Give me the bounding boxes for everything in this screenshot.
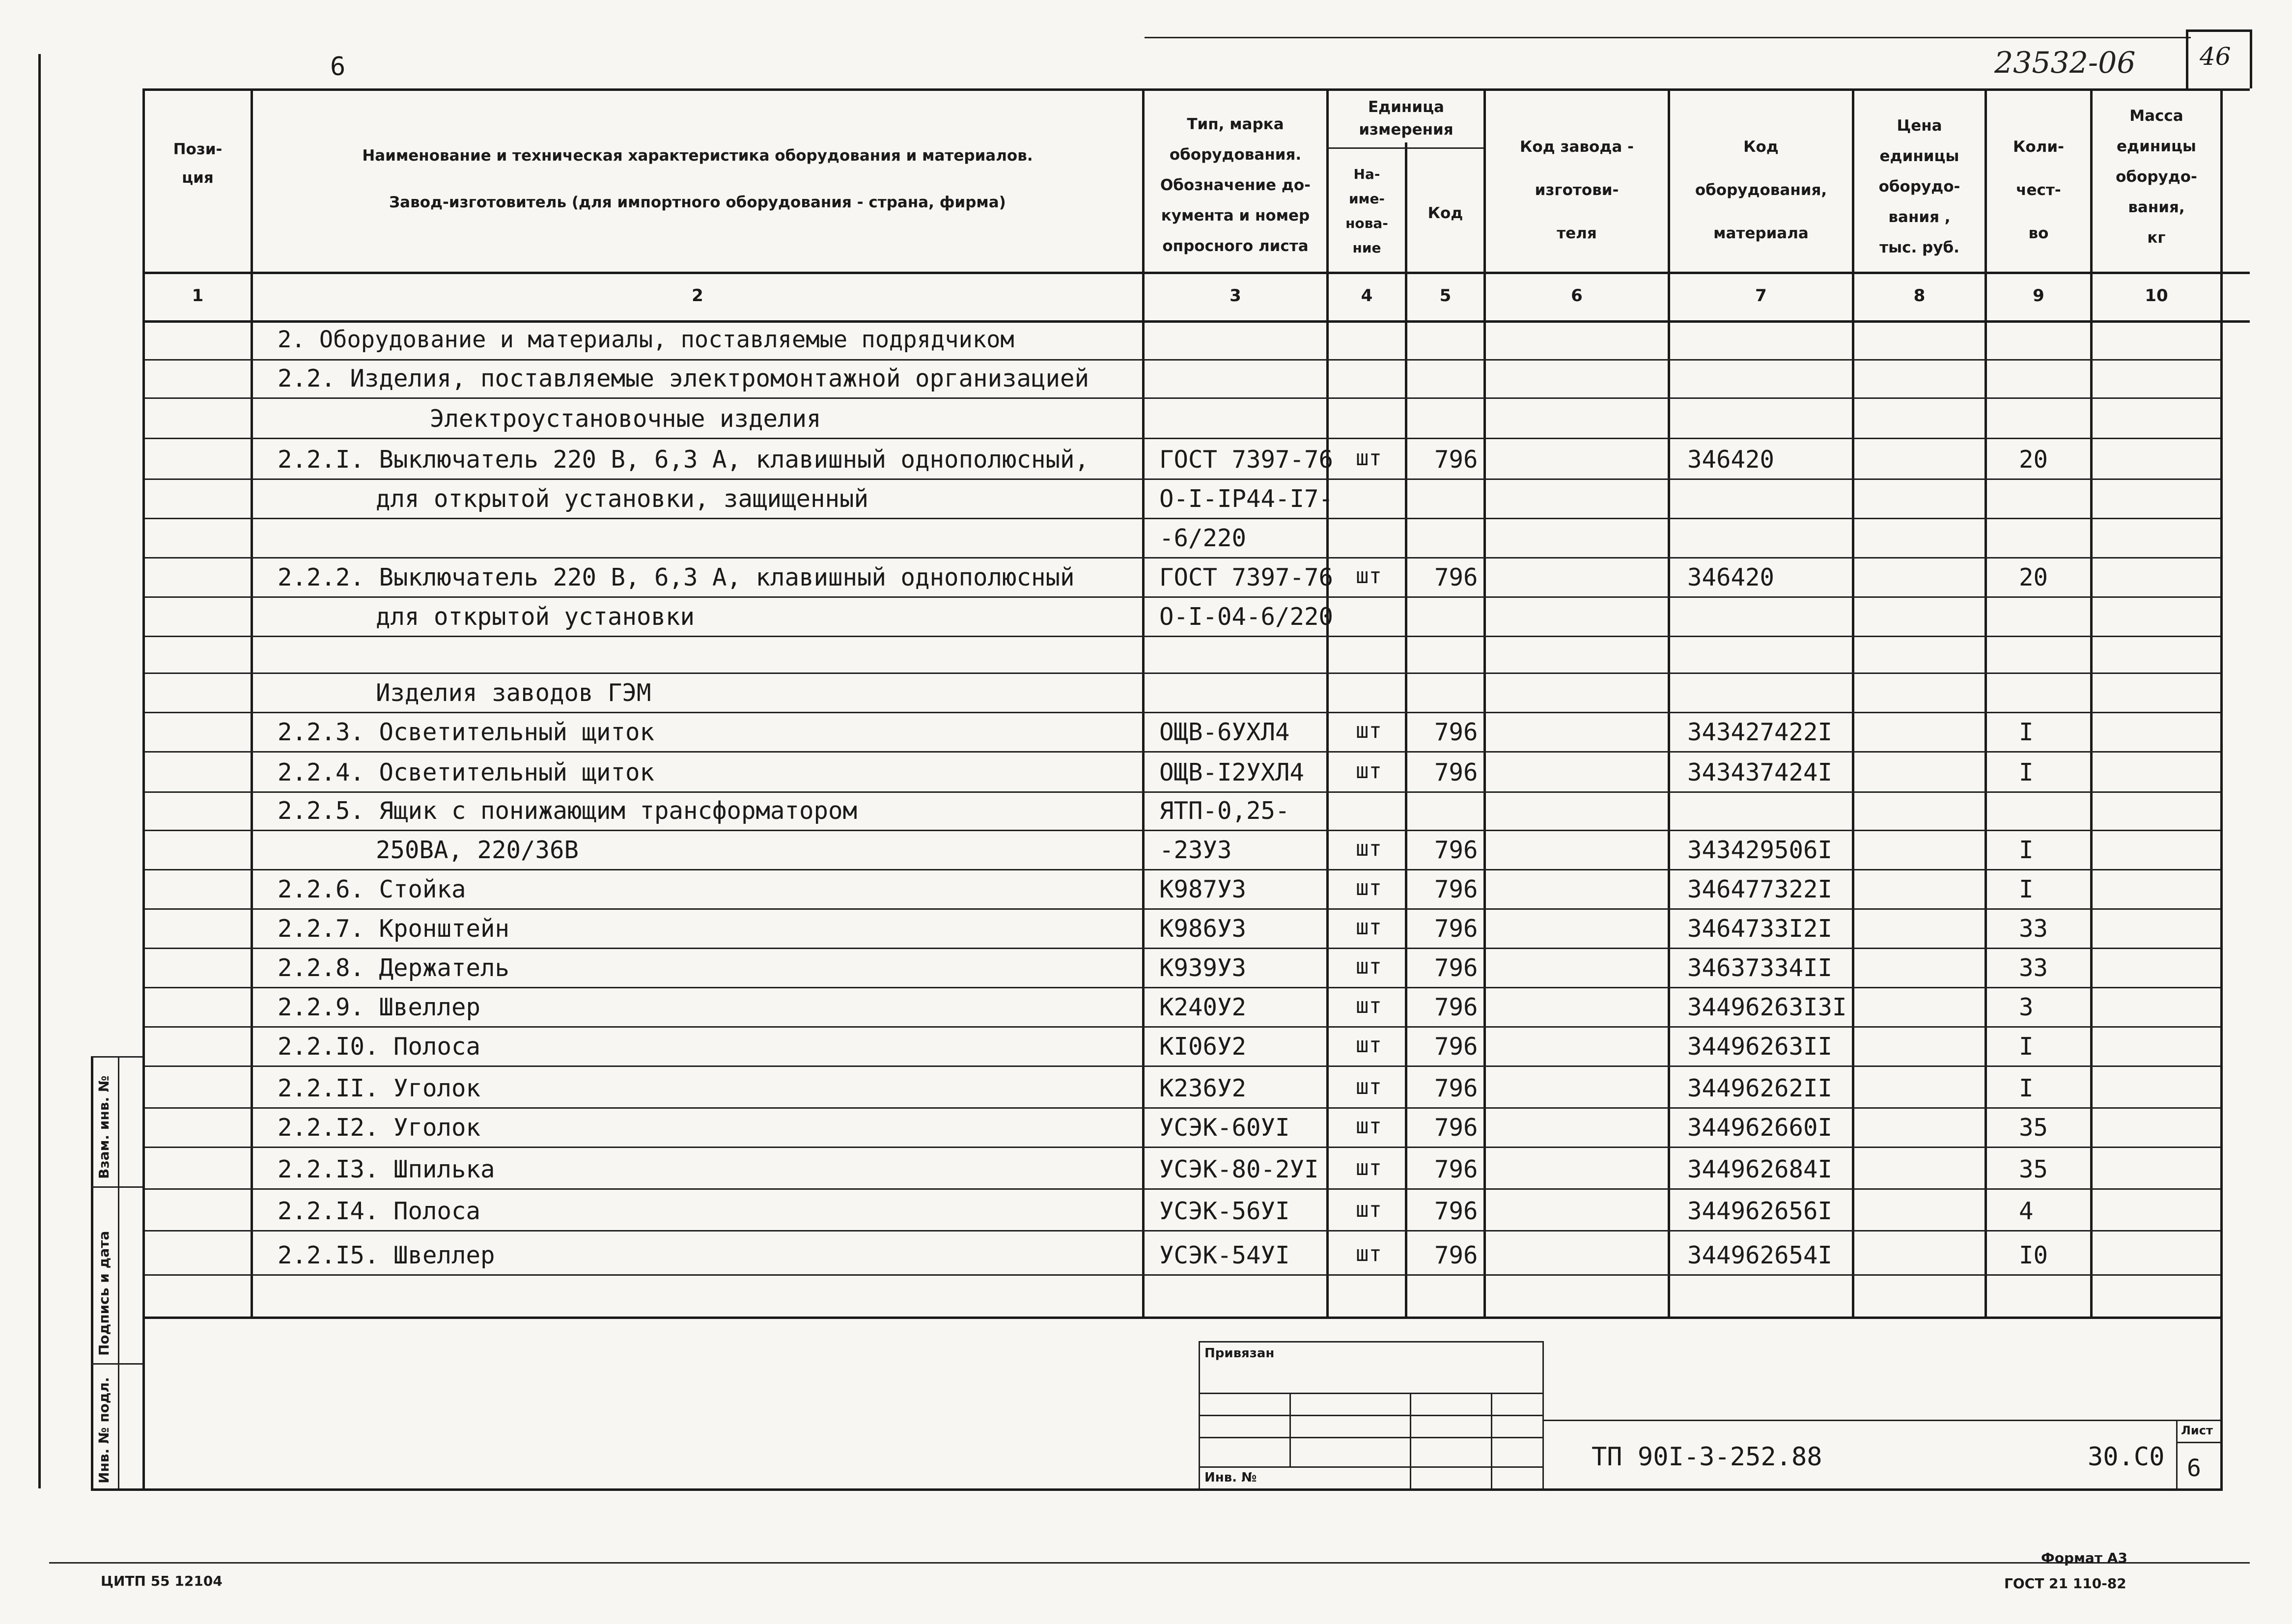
stamp-col-2 (1410, 1393, 1411, 1488)
item-material-code: 346420 (1687, 446, 1775, 474)
item-type: -23У3 (1159, 836, 1232, 864)
footer-line (49, 1562, 2250, 1564)
item-unit: шт (1356, 875, 1382, 900)
row-separator (145, 751, 2220, 753)
item-unit-code: 796 (1434, 1114, 1478, 1142)
table-right-border (2220, 88, 2223, 1488)
header-quantity: Коли- чест- во (2013, 138, 2064, 242)
header-factory-code: Код завода - изготови- теля (1520, 138, 1634, 242)
row-separator (145, 438, 2220, 439)
side-stamp-inner (118, 1056, 119, 1488)
item-name: 2. Оборудование и материалы, поставляемые подрядчиком (278, 326, 1014, 353)
item-name: 2.2.I0. Полоса (278, 1033, 481, 1061)
item-name: Электроустановочные изделия (430, 405, 821, 433)
sheet-index: 46 (2200, 42, 2231, 71)
unit-header-divider (1326, 147, 1483, 149)
header-name: Наименование и техническая характеристика оборудования и материалов. Завод-изготовитель (для импортного оборудования - страна, фирма) (362, 147, 1033, 211)
col-number-8: 8 (1913, 286, 1926, 306)
item-unit: шт (1356, 993, 1382, 1018)
item-name: 2.2.6. Стойка (278, 875, 466, 903)
item-unit: шт (1356, 954, 1382, 979)
item-quantity: I (2019, 836, 2034, 864)
item-unit-code: 796 (1434, 563, 1478, 591)
item-material-code: 344962684I (1687, 1155, 1833, 1183)
item-name: 2.2.I4. Полоса (278, 1197, 481, 1225)
row-separator (145, 478, 2220, 480)
item-unit: шт (1356, 758, 1382, 784)
page-number: 6 (330, 52, 346, 82)
item-material-code: 343437424I (1687, 758, 1833, 786)
header-unit-code: Код (1427, 204, 1463, 222)
col-sep-8 (1985, 88, 1987, 1316)
item-material-code: 34496262II (1687, 1074, 1833, 1102)
item-type: УСЭК-54УI (1159, 1241, 1290, 1269)
list-box-divider (2176, 1442, 2220, 1443)
item-unit-code: 796 (1434, 446, 1478, 474)
item-material-code: 344962660I (1687, 1114, 1833, 1142)
item-quantity: 33 (2019, 915, 2048, 943)
item-material-code: 3464733I2I (1687, 915, 1833, 943)
col-number-9: 9 (2033, 286, 2044, 306)
header-type: Тип, марка оборудования. Обозначение до- кумента и номер опросного листа (1160, 115, 1311, 255)
footer-left: ЦИТП 55 12104 (101, 1573, 223, 1589)
item-unit-code: 796 (1434, 758, 1478, 786)
row-separator (145, 397, 2220, 399)
item-name: 250ВА, 220/36В (376, 836, 579, 864)
header-unit-name: На- име- нова- ние (1345, 166, 1388, 256)
item-name: 2.2.I. Выключатель 220 В, 6,3 А, клавишный однополюсный, (278, 446, 1090, 474)
col-number-2: 2 (692, 286, 703, 306)
side-label-inv-original: Инв. № подл. (96, 1377, 112, 1484)
row-separator (145, 1107, 2220, 1109)
item-name: 2.2.9. Швеллер (278, 993, 481, 1021)
row-separator (145, 791, 2220, 793)
item-type: ГОСТ 7397-76 (1159, 446, 1334, 474)
item-material-code: 34637334II (1687, 954, 1833, 982)
item-type: ОЩВ-6УХЛ4 (1159, 718, 1290, 746)
item-quantity: 35 (2019, 1114, 2048, 1142)
side-stamp-sep-2 (91, 1363, 142, 1365)
item-name: 2.2.2. Выключатель 220 В, 6,3 А, клавишный однополюсный (278, 563, 1075, 591)
item-name: 2.2. Изделия, поставляемые электромонтажной организацией (278, 364, 1090, 392)
col-number-10: 10 (2145, 286, 2168, 306)
title-block-top (1542, 1420, 2220, 1421)
col-number-5: 5 (1439, 286, 1452, 306)
item-name: 2.2.I2. Уголок (278, 1114, 481, 1142)
row-separator (145, 596, 2220, 598)
item-name: 2.2.7. Кронштейн (278, 915, 510, 943)
item-type: УСЭК-56УI (1159, 1197, 1290, 1225)
row-separator (145, 1065, 2220, 1067)
item-quantity: I (2019, 875, 2034, 903)
stamp-left (1199, 1341, 1200, 1488)
top-frame-line (1145, 37, 2191, 38)
item-unit: шт (1356, 1241, 1382, 1266)
item-unit: шт (1356, 718, 1382, 743)
footer-gost: ГОСТ 21 110-82 (2004, 1575, 2126, 1592)
header-mass: Масса единицы оборудо- вания, кг (2116, 107, 2197, 247)
item-type: ОЩВ-I2УХЛ4 (1159, 758, 1305, 786)
col-sep-5 (1483, 88, 1486, 1316)
item-name: для открытой установки (376, 603, 695, 631)
table-top-border (142, 88, 2250, 91)
row-separator (145, 672, 2220, 674)
row-separator (145, 1230, 2220, 1232)
item-material-code: 343427422I (1687, 718, 1833, 746)
item-unit-code: 796 (1434, 1033, 1478, 1061)
item-name: Изделия заводов ГЭМ (376, 679, 651, 707)
row-separator (145, 1147, 2220, 1148)
item-unit-code: 796 (1434, 1155, 1478, 1183)
document-code: 23532-06 (1994, 46, 2136, 80)
header-material-code: Код оборудования, материала (1695, 138, 1827, 242)
item-type: О-I-04-6/220 (1159, 603, 1334, 631)
item-type: О-I-IP44-I7- (1159, 485, 1334, 513)
item-unit: шт (1356, 1114, 1382, 1139)
item-name: 2.2.5. Ящик с понижающим трансформатором (278, 797, 858, 825)
col-sep-6 (1668, 88, 1670, 1316)
item-type: ЯТП-0,25- (1159, 797, 1290, 825)
item-unit-code: 796 (1434, 1197, 1478, 1225)
row-separator (145, 987, 2220, 988)
item-material-code: 34496263II (1687, 1033, 1833, 1061)
row-separator (145, 1026, 2220, 1028)
item-quantity: I (2019, 1033, 2034, 1061)
item-type: УСЭК-80-2УI (1159, 1155, 1319, 1183)
item-type: К986У3 (1159, 915, 1247, 943)
item-unit-code: 796 (1434, 875, 1478, 903)
footer-format: Формат А3 (2041, 1550, 2127, 1566)
item-material-code: 346420 (1687, 563, 1775, 591)
list-value: 6 (2187, 1455, 2201, 1482)
item-quantity: 20 (2019, 446, 2048, 474)
corner-box-top (2186, 29, 2252, 32)
item-material-code: 343429506I (1687, 836, 1833, 864)
project-suffix: 30.С0 (2088, 1442, 2165, 1472)
item-name: 2.2.I3. Шпилька (278, 1155, 495, 1183)
item-type: КI06У2 (1159, 1033, 1247, 1061)
item-type: -6/220 (1159, 524, 1247, 552)
row-separator (145, 557, 2220, 559)
frame-bottom-border (91, 1488, 2223, 1491)
item-type: К236У2 (1159, 1074, 1247, 1102)
item-quantity: 33 (2019, 954, 2048, 982)
item-material-code: 344962654I (1687, 1241, 1833, 1269)
row-separator (145, 712, 2220, 713)
col-sep-4 (1405, 142, 1407, 1316)
item-unit-code: 796 (1434, 1074, 1478, 1102)
row-separator (145, 1274, 2220, 1276)
item-unit: шт (1356, 836, 1382, 861)
row-separator (145, 908, 2220, 910)
stamp-right (1542, 1341, 1544, 1488)
stamp-col-3 (1491, 1393, 1492, 1488)
item-quantity: 3 (2019, 993, 2034, 1021)
col-number-6: 6 (1571, 286, 1583, 306)
header-bottom-border (142, 272, 2250, 274)
header-unit: Единица измерения (1359, 98, 1453, 139)
header-price: Цена единицы оборудо- вания , тыс. руб. (1878, 117, 1960, 256)
item-material-code: 34496263I3I (1687, 993, 1847, 1021)
col-number-3: 3 (1230, 286, 1241, 306)
row-separator (145, 869, 2220, 870)
item-unit: шт (1356, 1197, 1382, 1222)
item-name: 2.2.8. Держатель (278, 954, 510, 982)
row-separator (145, 1188, 2220, 1190)
item-unit: шт (1356, 1155, 1382, 1180)
item-quantity: I (2019, 758, 2034, 786)
col-number-1: 1 (192, 286, 204, 306)
item-unit: шт (1356, 446, 1382, 471)
col-sep-1 (251, 88, 253, 1316)
item-unit-code: 796 (1434, 915, 1478, 943)
item-unit-code: 796 (1434, 954, 1478, 982)
header-position: Пози- ция (173, 140, 223, 187)
item-name: для открытой установки, защищенный (376, 485, 869, 513)
list-box-left (2176, 1420, 2178, 1488)
item-unit: шт (1356, 563, 1382, 588)
row-separator (145, 948, 2220, 949)
stamp-col-1 (1289, 1393, 1291, 1466)
col-number-7: 7 (1755, 286, 1767, 306)
col-number-4: 4 (1361, 286, 1373, 306)
side-stamp-top (91, 1056, 142, 1058)
corner-box-left (2186, 29, 2188, 88)
side-label-replace-inv: Взам. инв. № (96, 1075, 112, 1179)
item-quantity: 4 (2019, 1197, 2034, 1225)
row-separator (145, 518, 2220, 519)
item-unit-code: 796 (1434, 836, 1478, 864)
item-name: 2.2.3. Осветительный щиток (278, 718, 655, 746)
item-quantity: I0 (2019, 1241, 2048, 1269)
row-separator (145, 636, 2220, 637)
item-unit: шт (1356, 1033, 1382, 1058)
item-unit: шт (1356, 1074, 1382, 1099)
left-margin-line (38, 54, 41, 1488)
item-unit-code: 796 (1434, 993, 1478, 1021)
item-quantity: 35 (2019, 1155, 2048, 1183)
list-label: Лист (2181, 1424, 2213, 1437)
stamp-privyazan: Привязан (1204, 1346, 1275, 1361)
item-type: К240У2 (1159, 993, 1247, 1021)
col-sep-9 (2090, 88, 2093, 1316)
item-name: 2.2.I5. Швеллер (278, 1241, 495, 1269)
item-name: 2.2.4. Осветительный щиток (278, 758, 655, 786)
item-material-code: 346477322I (1687, 875, 1833, 903)
col-sep-2 (1142, 88, 1145, 1316)
item-type: ГОСТ 7397-76 (1159, 563, 1334, 591)
item-type: К987У3 (1159, 875, 1247, 903)
stamp-top (1199, 1341, 1542, 1343)
item-type: УСЭК-60УI (1159, 1114, 1290, 1142)
stamp-inv-no: Инв. № (1204, 1470, 1257, 1485)
item-unit-code: 796 (1434, 1241, 1478, 1269)
item-name: 2.2.II. Уголок (278, 1074, 481, 1102)
table-body-bottom (142, 1316, 2220, 1319)
item-type: К939У3 (1159, 954, 1247, 982)
row-separator (145, 359, 2220, 361)
side-label-signature-date: Подпись и дата (96, 1231, 112, 1356)
side-stamp-sep-1 (91, 1186, 142, 1188)
item-material-code: 344962656I (1687, 1197, 1833, 1225)
item-quantity: I (2019, 1074, 2034, 1102)
item-unit-code: 796 (1434, 718, 1478, 746)
corner-box-right (2250, 29, 2252, 88)
row-separator (145, 830, 2220, 831)
project-designation: ТП 90I-3-252.88 (1592, 1442, 1822, 1472)
number-row-bottom-border (142, 320, 2250, 323)
item-unit: шт (1356, 915, 1382, 940)
col-sep-7 (1852, 88, 1854, 1316)
col-sep-3 (1326, 88, 1329, 1316)
item-quantity: 20 (2019, 563, 2048, 591)
side-stamp-left (91, 1056, 93, 1488)
item-quantity: I (2019, 718, 2034, 746)
